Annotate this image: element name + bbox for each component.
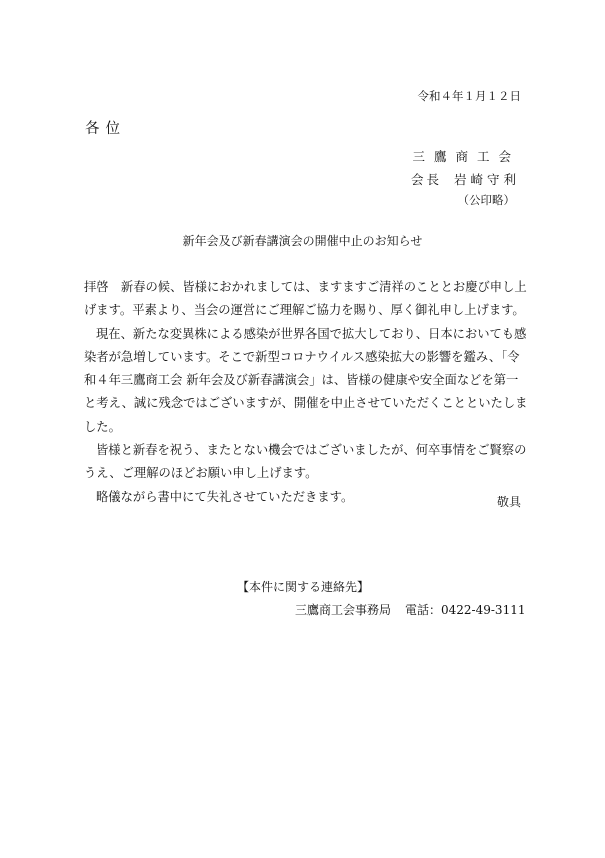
contact-phone: 電話：0422-49-3111: [405, 603, 526, 617]
addressee: 各位: [85, 121, 126, 137]
president-name: 岩崎守利: [453, 172, 520, 187]
body-paragraph-announcement: 現在、新たな変異株による感染が世界各国で拡大しており、日本においても感染者が急増しています。そこで新型コロナウイルス感染拡大の影響を鑑み、「令和４年三鷹商工会 新年会及び新春講演会」は、皆様の健康や安全面などを第一と考え、誠に残念ではございますが、開催を中止させていただくことといたしました。: [84, 326, 528, 434]
body-paragraph-closing-remark: 略儀ながら書中にて失礼させていただきます。: [96, 489, 354, 504]
contact-office: 三鷹商工会事務局: [295, 603, 392, 617]
seal-note: （公印略）: [457, 193, 515, 207]
contact-heading: 【本件に関する連絡先】: [237, 580, 370, 594]
sender-president: [411, 170, 520, 188]
closing-salutation: 敬具: [496, 495, 521, 509]
document-date: 令和４年１月１２日: [417, 89, 521, 103]
contact-details: [295, 601, 525, 618]
body-paragraph-apology: 皆様と新春を祝う、またとない機会ではございましたが、何卒事情をご賢察のうえ、ご理解のほどお願い申し上げます。: [84, 443, 527, 481]
body-paragraph-greeting: 拝啓 新春の候、皆様におかれましては、ますますご清祥のこととお慶び申し上げます。平素より、当会の運営にご理解ご協力を賜り、厚く御礼申し上げます。: [84, 280, 527, 318]
document-subject: 新年会及び新春講演会の開催中止のお知らせ: [182, 234, 423, 248]
sender-organization: 三鷹商工会: [412, 149, 520, 164]
document-body: [84, 276, 530, 509]
president-title: 会長: [410, 172, 442, 187]
